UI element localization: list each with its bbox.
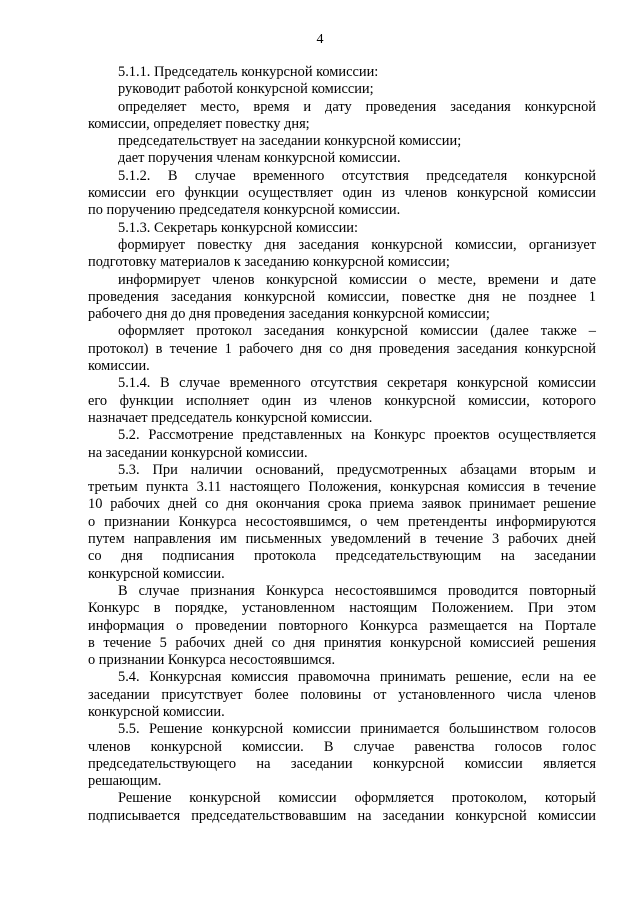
paragraph xyxy=(118,81,596,98)
paragraph xyxy=(118,133,596,150)
text-line: решающим. xyxy=(88,773,162,790)
paragraph xyxy=(88,323,596,375)
paragraph xyxy=(118,64,596,81)
text-line: назначает председатель конкурсной комиссии. xyxy=(88,409,373,426)
paragraph xyxy=(88,721,596,790)
text-line: третьим пункта 3.11 настоящего Положения, конкурсная комиссия в течение xyxy=(88,479,596,496)
text-line: подготовку материалов к заседанию конкурсной комиссии; xyxy=(88,254,450,271)
text-line: комиссии. xyxy=(88,358,150,375)
text-line: информирует членов конкурсной комиссии о месте, времени и дате xyxy=(118,271,596,288)
paragraph xyxy=(88,427,596,462)
text-line: заседании присутствует более половины от установленного числа членов xyxy=(88,686,596,703)
text-line: конкурсной комиссии. xyxy=(88,565,225,582)
text-line: формирует повестку дня заседания конкурсной комиссии, организует xyxy=(118,236,596,253)
text-line: 5.1.1. Председатель конкурсной комиссии: xyxy=(118,64,379,80)
text-line: руководит работой конкурсной комиссии; xyxy=(118,81,374,98)
paragraph xyxy=(88,236,596,272)
text-line: оформляет протокол заседания конкурсной комиссии (далее также – xyxy=(118,323,596,340)
text-line: 5.1.3. Секретарь конкурсной комиссии: xyxy=(118,219,359,236)
paragraph xyxy=(88,669,596,721)
text-line: 5.1.2. В случае временного отсутствия председателя конкурсной xyxy=(118,167,596,184)
paragraph xyxy=(118,150,596,167)
text-line: дает поручения членам конкурсной комиссии. xyxy=(118,150,401,167)
text-line: комиссии, определяет повестку дня; xyxy=(88,115,310,132)
text-line: В случае признания Конкурса несостоявшимся проводится повторный xyxy=(118,582,596,599)
text-line: 5.2. Рассмотрение представленных на Конкурс проектов осуществляется xyxy=(118,427,596,444)
text-line: проведения заседания конкурсной комиссии, повестке дня не позднее 1 xyxy=(88,288,596,305)
paragraph xyxy=(88,461,596,583)
text-line: его функции исполняет один из членов конкурсной комиссии, которого xyxy=(88,392,596,409)
paragraph xyxy=(88,98,596,134)
text-line: комиссии его функции осуществляет один из членов конкурсной комиссии xyxy=(88,185,596,202)
text-line: на заседании конкурсной комиссии. xyxy=(88,444,308,461)
text-line: о признании Конкурса несостоявшимся, о чем претенденты информируются xyxy=(88,513,596,530)
text-line: протокол) в течение 1 рабочего дня со дня проведения заседания конкурсной xyxy=(88,340,596,357)
paragraph xyxy=(88,582,596,669)
paragraph xyxy=(88,271,596,324)
document-body xyxy=(88,64,596,825)
text-line: 5.5. Решение конкурсной комиссии принимается большинством голосов xyxy=(118,721,596,738)
text-line: определяет место, время и дату проведения заседания конкурсной xyxy=(118,98,596,115)
text-line: путем направления им письменных уведомлений в течение 3 рабочих дней xyxy=(88,531,596,548)
text-line: о признании Конкурса несостоявшимся. xyxy=(88,652,336,669)
text-line: председательствует на заседании конкурсной комиссии; xyxy=(118,133,462,150)
paragraph xyxy=(88,790,596,825)
text-line: по поручению председателя конкурсной комиссии. xyxy=(88,202,401,219)
text-line: 10 рабочих дней со дня окончания срока приема заявок принимает решение xyxy=(88,496,596,513)
text-line: подписывается председательствовавшим на заседании конкурсной комиссии xyxy=(88,807,596,824)
text-line: председательствующего на заседании конкурсной комиссии является xyxy=(88,755,596,772)
paragraph xyxy=(88,375,596,427)
text-line: 5.3. При наличии оснований, предусмотренных абзацами вторым и xyxy=(118,461,596,478)
text-line: в течение 5 рабочих дней со дня принятия конкурсной комиссией решения xyxy=(88,634,596,651)
text-line: Решение конкурсной комиссии оформляется протоколом, который xyxy=(118,790,596,807)
paragraph xyxy=(118,220,596,237)
text-line: конкурсной комиссии. xyxy=(88,703,225,720)
text-line: рабочего дня до дня проведения заседания конкурсной комиссии; xyxy=(88,306,490,323)
text-line: 5.4. Конкурсная комиссия правомочна принимать решение, если на ее xyxy=(118,669,596,686)
text-line: информация о проведении повторного Конкурса размещается на Портале xyxy=(88,617,596,634)
text-line: Конкурс в порядке, установленном настоящим Положением. При этом xyxy=(88,600,596,617)
text-line: 5.1.4. В случае временного отсутствия секретаря конкурсной комиссии xyxy=(118,375,596,392)
page-number: 4 xyxy=(316,32,324,47)
paragraph xyxy=(88,167,596,220)
text-line: членов конкурсной комиссии. В случае равенства голосов голос xyxy=(88,738,596,755)
text-line: со дня подписания протокола председательствующим на заседании xyxy=(88,548,596,565)
